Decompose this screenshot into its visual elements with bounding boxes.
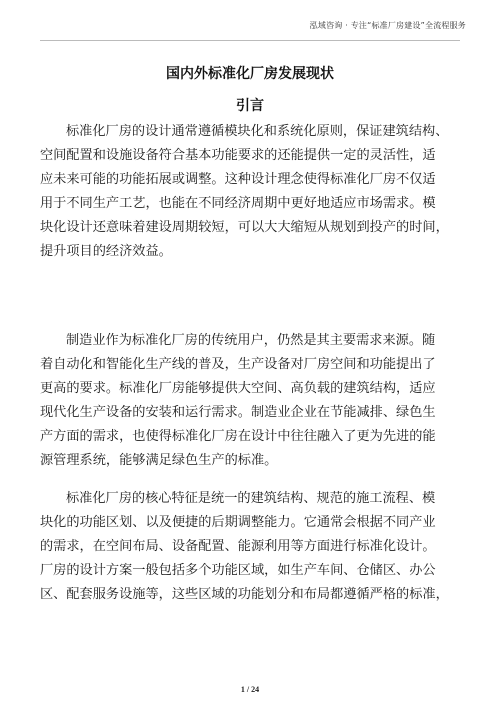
paragraph-line: 提升项目的经济效益。	[40, 244, 172, 260]
paragraph-2	[40, 329, 470, 474]
paragraph-line: 用于不同生产工艺，也能在不同经济周期中更好地适应市场需求。模	[40, 196, 436, 212]
paragraph-line: 更高的要求。标准化厂房能够提供大空间、高负载的建筑结构，适应	[40, 381, 436, 397]
paragraph-line: 制造业作为标准化厂房的传统用户，仍然是其主要需求来源。随	[66, 333, 436, 348]
paragraph-line: 标准化厂房的设计通常遵循模块化和系统化原则，保证建筑结构、	[66, 124, 449, 139]
paragraph-line: 标准化厂房的核心特征是统一的建筑结构、规范的施工流程、模	[66, 491, 436, 506]
document-title: 国内外标准化厂房发展现状	[166, 66, 334, 82]
header-divider	[40, 40, 460, 41]
paragraph-line: 空间配置和设施设备符合基本功能要求的还能提供一定的灵活性，适	[40, 148, 436, 164]
page-number: 1 / 24	[240, 685, 260, 694]
header-note: 泓域咨询 · 专注“标准厂房建设”全流程服务	[309, 21, 466, 30]
paragraph-line: 块化的功能区划、以及便捷的后期调整能力。它通常会根据不同产业	[40, 515, 436, 531]
paragraph-line: 区、配套服务设施等，这些区域的功能划分和布局都遵循严格的标准，	[40, 587, 449, 603]
paragraph-line: 块化设计还意味着建设周期较短，可以大大缩短从规划到投产的时间，	[40, 220, 449, 236]
paragraph-line: 应未来可能的功能拓展或调整。这种设计理念使得标准化厂房不仅适	[40, 172, 436, 188]
paragraph-line: 源管理系统，能够满足绿色生产的标准。	[40, 453, 278, 469]
paragraph-line: 的需求，在空间布局、设备配置、能源利用等方面进行标准化设计。	[40, 539, 436, 555]
section-heading: 引言	[236, 98, 264, 114]
paragraph-line: 厂房的设计方案一般包括多个功能区域，如生产车间、仓储区、办公	[40, 563, 436, 579]
paragraph-line: 产方面的需求，也使得标准化厂房在设计中往往融入了更为先进的能	[40, 429, 436, 445]
paragraph-line: 现代化生产设备的安装和运行需求。制造业企业在节能减排、绿色生	[40, 405, 436, 421]
paragraph-line: 着自动化和智能化生产线的普及，生产设备对厂房空间和功能提出了	[40, 357, 436, 373]
paragraph-1	[40, 120, 470, 265]
paragraph-3	[40, 487, 470, 607]
